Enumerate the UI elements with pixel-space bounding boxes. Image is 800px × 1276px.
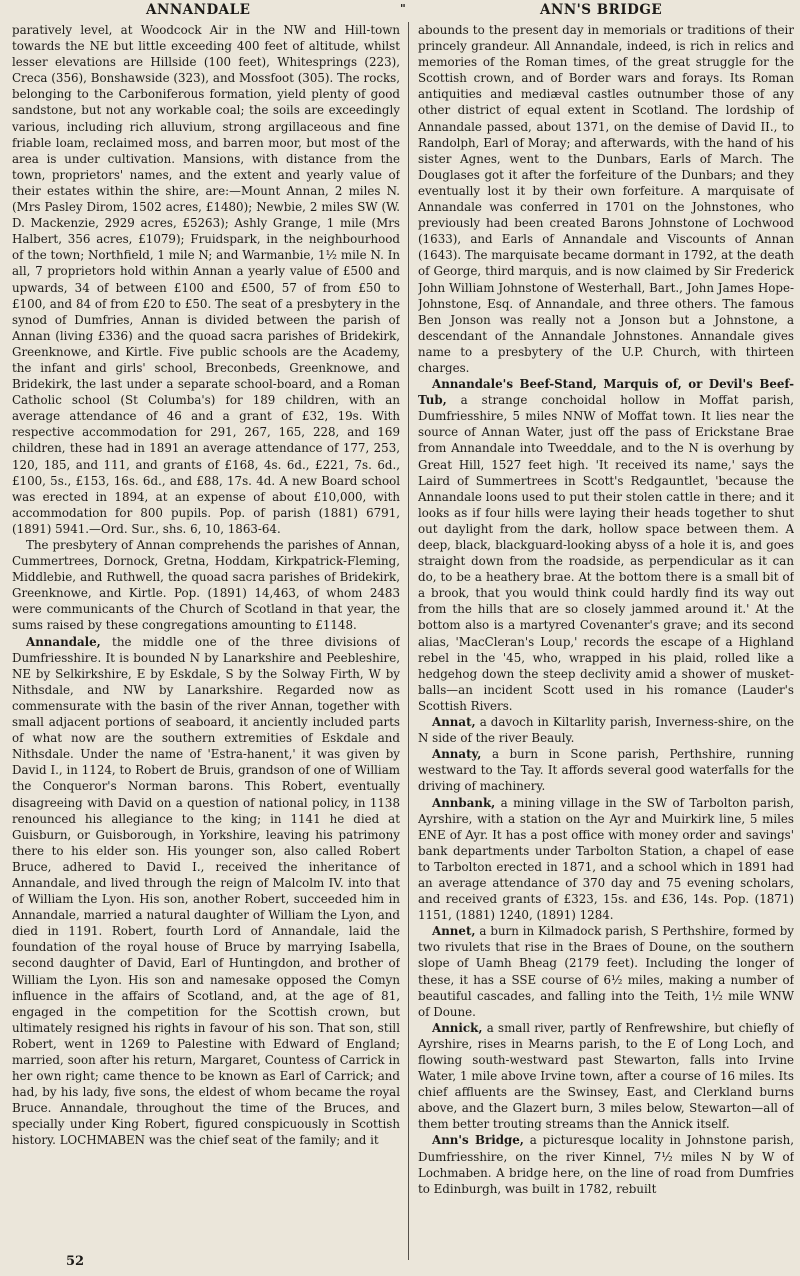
entry-headword: Annick, — [432, 1020, 483, 1035]
header-left-title: ANNANDALE — [146, 2, 251, 18]
entry-text: a burn in Kilmadock parish, S Perthshire, formed by two rivulets that rise in the Braes of Doune, on the southern slope of Uamh Bheag (2179 feet). Including the longer of these, it has a SSE course of 6½ miles, making a number of beautiful cascades, and falling into the Teith, 1½ mile WNW of Doune. — [418, 924, 794, 1019]
running-header — [0, 2, 800, 20]
entry-text: The presbytery of Annan comprehends the parishes of Annan, Cummertrees, Dornock, Gretna, Hoddam, Kirkpatrick-Fleming, Middlebie, and Ruthwell, the quoad sacra parishes of Bridekirk, Greenknowe, and Kirtle. Pop. (1891) 14,463, of whom 2483 were communicants of the Church of Scotland in that year, the sums raised by these congregations amounting to £1148. — [12, 538, 400, 633]
gazetteer-entry — [418, 923, 794, 1020]
header-center-mark: " — [400, 2, 407, 15]
entry-text: a small river, partly of Renfrewshire, but chiefly of Ayrshire, rises in Mearns parish, to the E of Long Loch, and flowing south-westward past Stewarton, falls into Irvine Water, 1 mile above Irvine town, after a course of 16 miles. Its chief affluents are the Swinsey, East, and Clerkland burns above, and the Glazert burn, 3 miles below, Stewarton—all of them better trouting streams than the Annick itself. — [418, 1020, 794, 1132]
column-divider — [408, 22, 409, 1260]
page-number: 52 — [66, 1254, 85, 1269]
entry-text: a burn in Scone parish, Perthshire, running westward to the Tay. It affords several good waterfalls for the driving of machinery. — [418, 747, 794, 794]
text-paragraph — [12, 537, 400, 634]
gazetteer-entry — [418, 714, 794, 746]
entry-headword: Annandale's Beef-Stand, Marquis of, or Devil's Beef-Tub, — [418, 377, 794, 408]
gazetteer-entry — [418, 746, 794, 794]
gazetteer-entry — [12, 634, 400, 1149]
entry-text: a picturesque locality in Johnstone parish, Dumfriesshire, on the river Kinnel, 7½ miles N by W of Lochmaben. A bridge here, on the line of road from Dumfries to Edinburgh, was built in 1782, rebuilt — [418, 1133, 794, 1196]
header-right-title: ANN'S BRIDGE — [540, 2, 663, 18]
right-column — [418, 22, 794, 1254]
entry-headword: Ann's Bridge, — [432, 1133, 524, 1148]
entry-headword: Annet, — [432, 924, 476, 939]
entry-text: a mining village in the SW of Tarbolton parish, Ayrshire, with a station on the Ayr and Muirkirk line, 5 miles ENE of Ayr. It has a post office with money order and savings' bank departments under Tarbolton Station, a chapel of ease to Tarbolton erected in 1871, and a school which in 1891 had an average attendance of 370 day and 75 evening scholars, and received grants of £323, 15s. and £36, 14s. Pop. (1871) 1151, (1881) 1240, (1891) 1284. — [418, 795, 794, 923]
entry-text: abounds to the present day in memorials or traditions of their princely grandeur. All Annandale, indeed, is rich in relics and memories of the Roman times, of the great struggle for the Scottish crown, and of Border wars and forays. Its Roman antiquities and mediæval castles outnumber those of any other district of equal extent in Scotland. The lordship of Annandale passed, about 1371, on the demise of David II., to Randolph, Earl of Moray; and afterwards, with the hand of his sister Agnes, went to the Dunbars, Earls of March. The Douglases got it after the forfeiture of the Dunbars; and they eventually lost it by their own forfeiture. A marquisate of Annandale was conferred in 1701 on the Johnstones, who previously had been created Barons Johnstone of Lochwood (1633), and Earls of Annandale and Viscounts of Annan (1643). The marquisate became dormant in 1792, at the death of George, third marquis, and is now claimed by Sir Frederick John William Johnstone of Westerhall, Bart., John James Hope-Johnstone, Esq. of Annandale, and three others. The famous Ben Jonson was really not a Jonson but a Johnstone, a descendant of the Annandale Johnstones. Annandale gives name to a presbytery of the U.P. Church, with thirteen charges. — [418, 23, 794, 375]
entry-text: a davoch in Kiltarlity parish, Inverness-shire, on the N side of the river Beauly. — [418, 715, 794, 746]
left-column — [12, 22, 400, 1254]
entry-text: a strange conchoidal hollow in Moffat parish, Dumfriesshire, 5 miles NNW of Moffat town. It lies near the source of Annan Water, just off the pass of Erickstane Brae from Annandale into Tweeddale, and to the N is overhung by Great Hill, 1527 feet high. 'It received its name,' says the Laird of Summertrees in Scott's Redgauntlet, 'because the Annandale loons used to put their stolen cattle in there; and it looks as if four hills were laying their heads together to shut out daylight from the dark, hollow space between them. A deep, black, blackguard-looking abyss of a hole it is, and goes straight down from the roadside, as perpendicular as it can do, to be a heathery brae. At the bottom there is a small bit of a brook, that you would think could hardly find its way out from the hills that are so closely jammed around it.' At the bottom also is a martyred Covenanter's grave; and its second alias, 'MacCleran's Loup,' records the escape of a Highland rebel in the '45, who, wrapped in his plaid, rolled like a hedgehog down the steep declivity amid a shower of musket-balls—an incident Scott used in his romance (Lauder's Scottish Rivers. — [418, 393, 794, 713]
text-paragraph — [12, 22, 400, 537]
entry-headword: Annbank, — [432, 795, 496, 810]
entry-text: the middle one of the three divisions of Dumfriesshire. It is bounded N by Lanarkshire and Peebleshire, NE by Selkirkshire, E by Eskdale, S by the Solway Firth, W by Nithsdale, and NW by Lanarkshire. Regarded now as commensurate with the basin of the river Annan, together with small adjacent portions of seaboard, it anciently included parts of what now are the southern extremities of Eskdale and Nithsdale. Under the name of 'Estra-hanent,' it was given by David I., in 1124, to Robert de Bruis, grandson of one of William the Conqueror's Norman barons. This Robert, eventually disagreeing with David on a question of national policy, in 1138 renounced his allegiance to the king; in 1141 he died at Guisburn, or Guisborough, in Yorkshire, leaving his patrimony there to his elder son. His younger son, also called Robert Bruce, adhered to David I., received the inheritance of Annandale, and lived through the reign of Malcolm IV. into that of William the Lyon. His son, another Robert, succeeded him in Annandale, married a natural daughter of William the Lyon, and died in 1191. Robert, fourth Lord of Annandale, laid the foundation of the royal house of Bruce by marrying Isabella, second daughter of David, Earl of Huntingdon, and brother of William the Lyon. His son and namesake opposed the Comyn influence in the affairs of Scotland, and, at the age of 81, engaged in the competition for the Scottish crown, but ultimately resigned his rights in favour of his son. That son, still Robert, went in 1269 to Palestine with Edward of England; married, soon after his return, Margaret, Countess of Carrick in her own right; came thence to be known as Earl of Carrick; and had, by his lady, five sons, the eldest of whom became the royal Bruce. Annandale, throughout the time of the Bruces, and specially under King Robert, figured conspicuously in Scottish history. LOCHMABEN was the chief seat of the family; and it — [12, 634, 400, 1148]
entry-headword: Annaty, — [432, 747, 482, 762]
gazetteer-entry — [418, 1020, 794, 1133]
entry-headword: Annat, — [432, 715, 476, 730]
gazetteer-entry — [418, 1132, 794, 1196]
entry-text: paratively level, at Woodcock Air in the NW and Hill-town towards the NE but little exceeding 400 feet of altitude, whilst lesser elevations are Hillside (100 feet), Whitesprings (223), Creca (356), Bonshawside (323), and Mossfoot (305). The rocks, belonging to the Carboniferous formation, yield plenty of good sandstone, but not any workable coal; the soils are exceedingly various, including rich alluvium, strong argillaceous and fine friable loam, reclaimed moss, and barren moor, but most of the area is under cultivation. Mansions, with distance from the town, proprietors' names, and the extent and yearly value of their estates within the shire, are:—Mount Annan, 2 miles N. (Mrs Pasley Dirom, 1502 acres, £1480); Newbie, 2 miles SW (W. D. Mackenzie, 2929 acres, £5263); Ashly Grange, 1 mile (Mrs Halbert, 356 acres, £1079); Fruidspark, in the neighbourhood of the town; Northfield, 1 mile N; and Warmanbie, 1½ mile N. In all, 7 proprietors hold within Annan a yearly value of £500 and upwards, 34 of between £100 and £500, 57 of from £50 to £100, and 84 of from £20 to £50. The seat of a presbytery in the synod of Dumfries, Annan is divided between the parish of Annan (living £336) and the quoad sacra parishes of Bridekirk, Greenknowe, and Kirtle. Five public schools are the Academy, the infant and girls' school, Breconbeds, Greenknowe, and Bridekirk, the last under a separate school-board, and a Roman Catholic school (St Columba's) for 189 children, with an average attendance of 46 and a grant of £32, 19s. With respective accommodation for 291, 267, 165, 228, and 169 children, these had in 1891 an average attendance of 177, 253, 120, 185, and 111, and grants of £168, 4s. 6d., £221, 7s. 6d., £100, 5s., £153, 16s. 6d., and £88, 17s. 4d. A new Board school was erected in 1894, at an expense of about £10,000, with accommodation for 800 pupils. Pop. of parish (1881) 6791, (1891) 5941.—Ord. Sur., shs. 6, 10, 1863-64. — [12, 23, 400, 536]
text-paragraph — [418, 22, 794, 376]
entry-headword: Annandale, — [26, 634, 101, 649]
gazetteer-entry — [418, 376, 794, 714]
gazetteer-entry — [418, 795, 794, 924]
